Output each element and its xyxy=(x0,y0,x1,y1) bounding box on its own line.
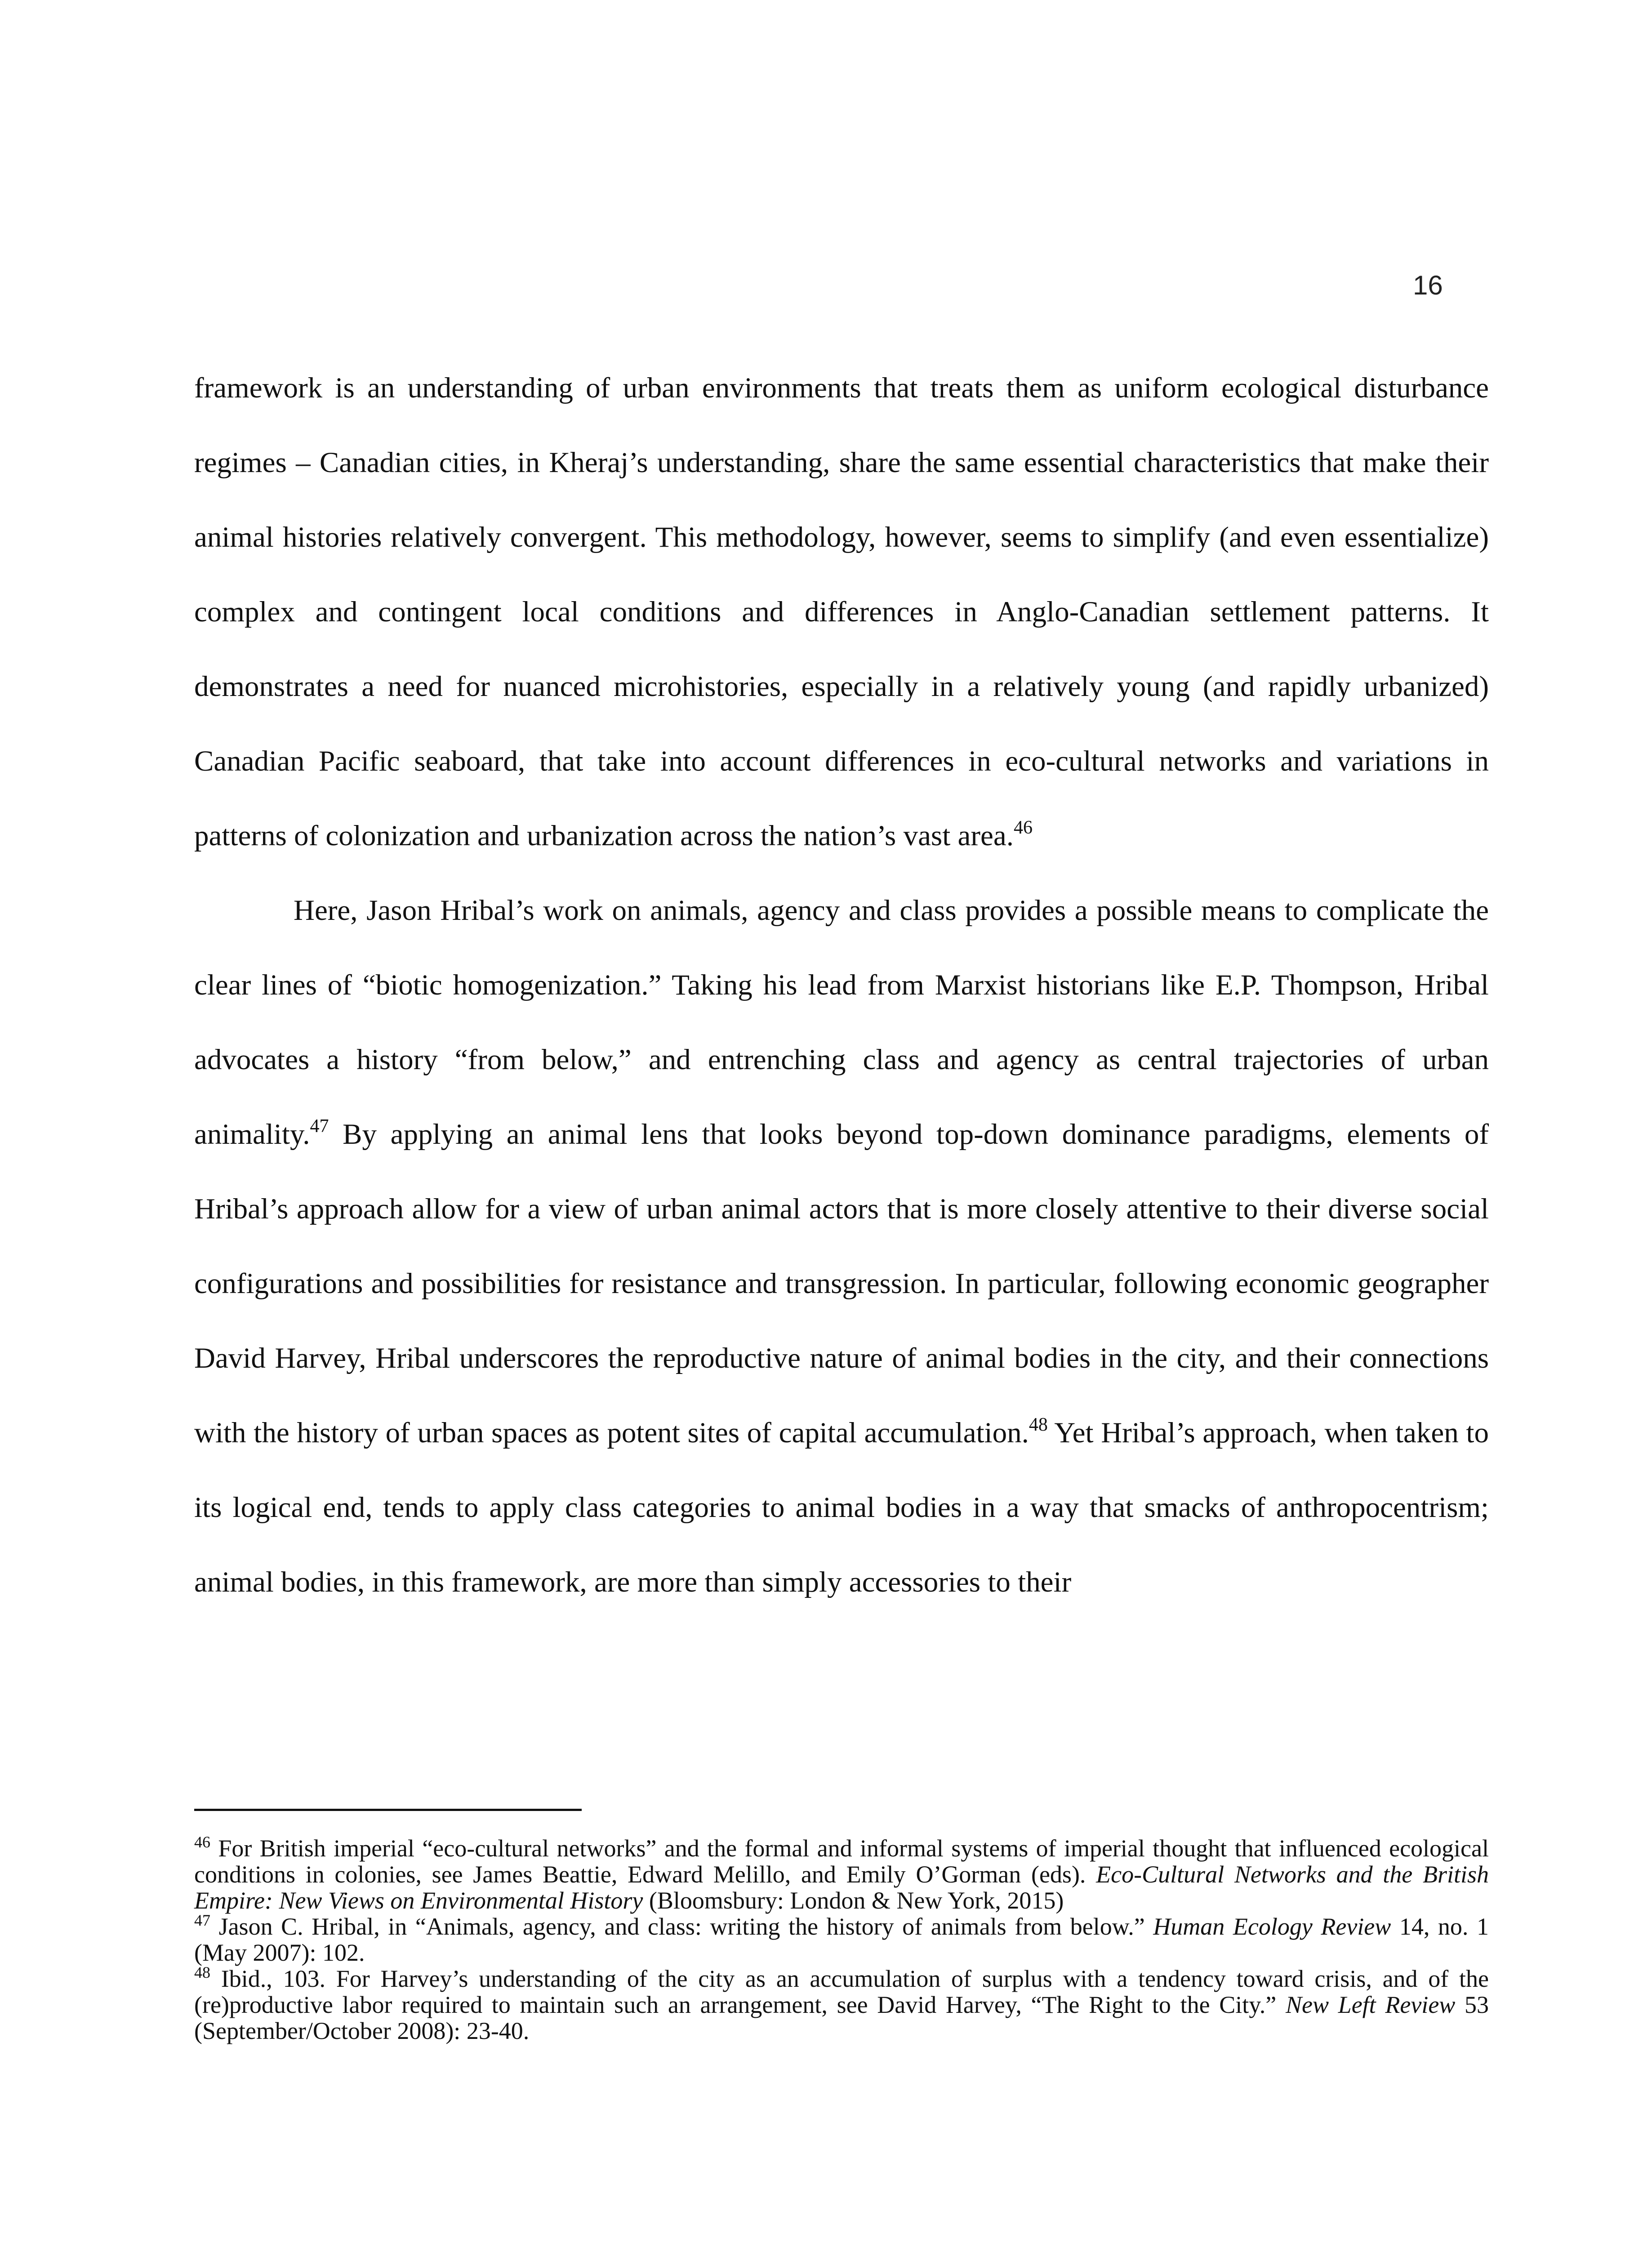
text-run: 14, no. 1 (May 2007): 102. xyxy=(194,1913,1489,1966)
italic-title: Human Ecology Review xyxy=(1153,1913,1391,1940)
footnote-reference: 47 xyxy=(194,1911,210,1929)
text-run: (Bloomsbury: London & New York, 2015) xyxy=(643,1887,1064,1914)
footnote-reference: 48 xyxy=(194,1963,210,1981)
footnote-reference: 46 xyxy=(1013,817,1033,838)
paragraph xyxy=(194,351,1489,873)
text-run: Yet Hribal’s approach, when taken to its logical end, tends to apply class categories to animal bodies in a way that smacks of anthropocentrism; animal bodies, in this framework, are more than simply accessories to their xyxy=(194,1417,1489,1598)
footnote xyxy=(194,1963,1489,2044)
footnote xyxy=(194,1835,1489,1913)
footnote-reference: 47 xyxy=(310,1116,329,1137)
text-run: Ibid., 103. For Harvey’s understanding of the city as an accumulation of surplus with a tendency toward crisis, and of the (re)productive labor required to maintain such an arrangement, see David Harvey, “The Right to the City.” xyxy=(194,1965,1489,2018)
text-run: Jason C. Hribal, in “Animals, agency, and class: writing the history of animals from below.” xyxy=(210,1913,1153,1940)
body-text xyxy=(194,351,1489,1619)
page-number: 16 xyxy=(1413,270,1443,300)
italic-title: Eco-Cultural Networks and the British Empire: New Views on Environmental History xyxy=(194,1861,1489,1914)
footnotes xyxy=(194,1835,1489,2044)
text-run: For British imperial “eco-cultural networks” and the formal and informal systems of imperial thought that influenced ecological conditions in colonies, see James Beattie, Edward Melillo, and Emily O’Gorman (eds). xyxy=(194,1835,1489,1888)
text-run: 53 (September/October 2008): 23-40. xyxy=(194,1991,1489,2044)
footnote xyxy=(194,1913,1489,1966)
text-run: Here, Jason Hribal’s work on animals, agency and class provides a possible means to complicate the clear lines of “biotic homogenization.” Taking his lead from Marxist historians like E.P. Thompson, Hribal advocates a history “from below,” and entrenching class and agency as central trajectories of urban animality. xyxy=(194,894,1489,1151)
italic-title: New Left Review xyxy=(1285,1991,1456,2018)
footnote-reference: 46 xyxy=(194,1833,210,1851)
text-run: By applying an animal lens that looks beyond top-down dominance paradigms, elements of Hribal’s approach allow for a view of urban animal actors that is more closely attentive to their diverse social configurations and possibilities for resistance and transgression. In particular, following economic geographer David Harvey, Hribal underscores the reproductive nature of animal bodies in the city, and their connections with the history of urban spaces as potent sites of capital accumulation. xyxy=(194,1118,1489,1449)
paragraph xyxy=(194,873,1489,1619)
footnote-reference: 48 xyxy=(1029,1414,1048,1435)
footnote-divider xyxy=(194,1809,582,1811)
text-run: framework is an understanding of urban environments that treats them as uniform ecological disturbance regimes – Canadian cities, in Kheraj’s understanding, share the same essential characteristics that make their animal histories relatively convergent. This methodology, however, seems to simplify (and even essentialize) complex and contingent local conditions and differences in Anglo-Canadian settlement patterns. It demonstrates a need for nuanced microhistories, especially in a relatively young (and rapidly urbanized) Canadian Pacific seaboard, that take into account differences in eco-cultural networks and variations in patterns of colonization and urbanization across the nation’s vast area. xyxy=(194,372,1489,852)
